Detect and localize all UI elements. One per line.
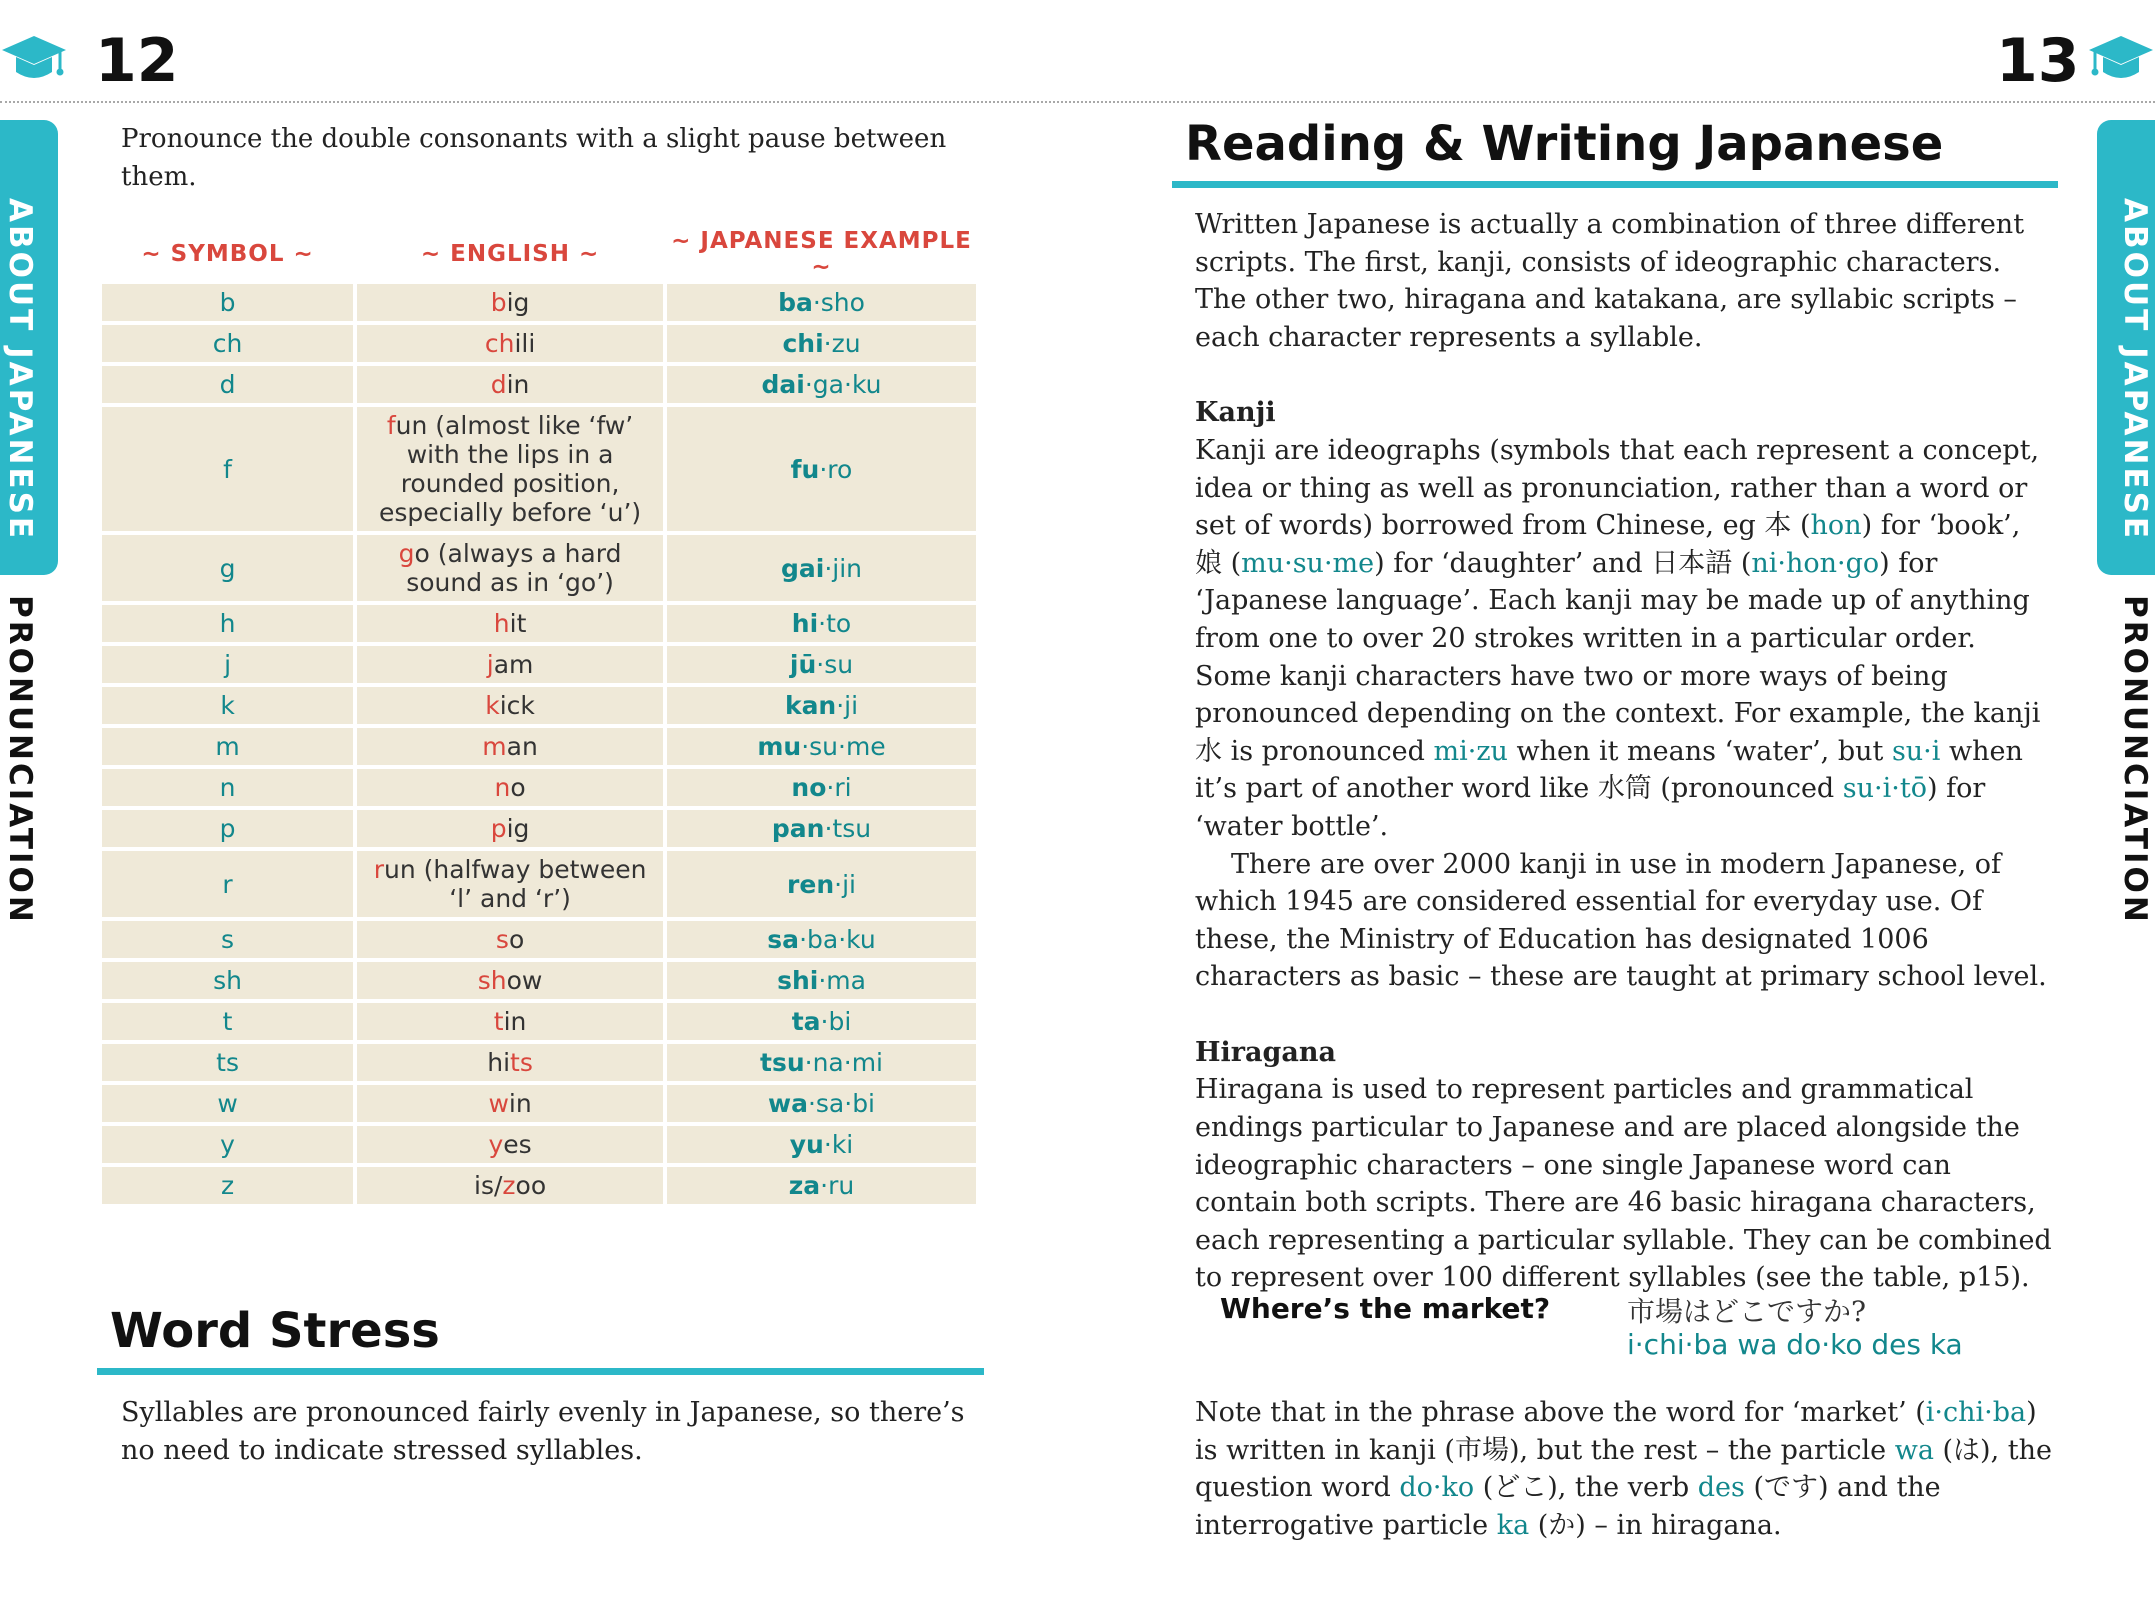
- japanese-example-cell: fu·ro: [667, 407, 976, 531]
- table-header-english: ~ ENGLISH ~: [420, 241, 600, 267]
- kanji-paragraph-1: Kanji are ideographs (symbols that each represent a concept, idea or thing as well as pronunciation, rather than a word or set of words) borrowed from Chinese, eg 本 (hon) for ‘book’, 娘 (mu·su·me) for ‘daughter’ and 日本語 (ni·hon·go) for ‘Japanese language’. Each kanji may be made up of anything from one to over 20 strokes written in a particular order. Some kanji characters have two or more ways of being pronounced depending on the context. For example, the kanji 水 is pronounced mi·zu when it means ‘water’, but su·i when it’s part of another word like 水筒 (pronounced su·i·tō) for ‘water bottle’.: [1195, 434, 2041, 842]
- japanese-example-cell: tsu·na·mi: [667, 1044, 976, 1081]
- word-stress-rule: [97, 1368, 984, 1375]
- table-row: [102, 1085, 976, 1122]
- table-row: [102, 325, 976, 362]
- english-cell: din: [357, 366, 663, 403]
- page-number-left: 12: [95, 26, 179, 96]
- symbol-cell: w: [102, 1085, 353, 1122]
- english-cell: is/zoo: [357, 1167, 663, 1204]
- side-section-label-left: PRONUNCIATION: [2, 595, 38, 925]
- table-row: [102, 535, 976, 601]
- japanese-example-cell: ba·sho: [667, 284, 976, 321]
- japanese-example-cell: mu·su·me: [667, 728, 976, 765]
- english-cell: chili: [357, 325, 663, 362]
- english-cell: pig: [357, 810, 663, 847]
- symbol-cell: t: [102, 1003, 353, 1040]
- romaji-hon: hon: [1810, 510, 1862, 542]
- english-cell: run (halfway between ‘l’ and ‘r’): [357, 851, 663, 917]
- reading-writing-intro: Written Japanese is actually a combination of three different scripts. The first, kanji, consists of ideographic characters. The other two, hiragana and katakana, are syllabic scripts – each character represents a syllable.: [1195, 209, 2025, 353]
- japanese-example-cell: hi·to: [667, 605, 976, 642]
- english-cell: show: [357, 962, 663, 999]
- table-row: [102, 728, 976, 765]
- word-stress-heading: Word Stress: [110, 1303, 440, 1359]
- graduation-cap-icon: [0, 32, 68, 88]
- symbol-cell: k: [102, 687, 353, 724]
- romaji-ichiba: i·chi·ba: [1925, 1397, 2027, 1428]
- english-cell: jam: [357, 646, 663, 683]
- romaji-ka: ka: [1496, 1509, 1530, 1541]
- japanese-example-cell: pan·tsu: [667, 810, 976, 847]
- table-row: [102, 1044, 976, 1081]
- symbol-cell: g: [102, 535, 353, 601]
- table-row: [102, 1003, 976, 1040]
- hiragana-heading: Hiragana: [1195, 1036, 1336, 1068]
- double-consonant-note: Pronounce the double consonants with a slight pause between them.: [121, 124, 947, 192]
- graduation-cap-icon: [2087, 32, 2155, 88]
- table-header-symbol: ~ SYMBOL ~: [141, 241, 314, 267]
- japanese-example-cell: sa·ba·ku: [667, 921, 976, 958]
- symbol-cell: s: [102, 921, 353, 958]
- table-row: [102, 366, 976, 403]
- table-row: [102, 284, 976, 321]
- phrase-japanese: 市場はどこですか?: [1627, 1295, 1867, 1328]
- english-cell: win: [357, 1085, 663, 1122]
- kanji-paragraph-2: There are over 2000 kanji in use in modern Japanese, of which 1945 are considered essential for everyday use. Of these, the Ministry of Education has designated 1006 characters as basic – these are taught at primary school level.: [1195, 848, 2047, 993]
- japanese-example-cell: za·ru: [667, 1167, 976, 1204]
- english-cell: go (always a hard sound as in ‘go’): [357, 535, 663, 601]
- table-row: [102, 646, 976, 683]
- side-tab-label-right: ABOUT JAPANESE: [2117, 198, 2153, 542]
- english-cell: tin: [357, 1003, 663, 1040]
- romaji-wa: wa: [1894, 1434, 1934, 1466]
- side-tab-label-left: ABOUT JAPANESE: [2, 198, 38, 542]
- english-cell: so: [357, 921, 663, 958]
- phrase-note: Note that in the phrase above the word for ‘market’ (i·chi·ba) is written in kanji (市場), but the rest – the particle wa (は), the question word do·ko (どこ), the verb des (です) and the interrogative particle ka (か) – in hiragana.: [1195, 1397, 2052, 1541]
- hiragana-paragraph: Hiragana is used to represent particles and grammatical endings particular to Japanese and are placed alongside the ideographic characters – one single Japanese word can contain both scripts. There are 46 basic hiragana characters, each representing a particular syllable. They can be combined to represent over 100 different syllables (see the table, p15).: [1195, 1074, 2052, 1294]
- japanese-example-cell: dai·ga·ku: [667, 366, 976, 403]
- symbol-cell: r: [102, 851, 353, 917]
- symbol-cell: y: [102, 1126, 353, 1163]
- phrase-english: Where’s the market?: [1220, 1292, 1551, 1325]
- english-cell: kick: [357, 687, 663, 724]
- table-row: [102, 605, 976, 642]
- page-number-right: 13: [1996, 26, 2080, 96]
- symbol-cell: m: [102, 728, 353, 765]
- english-cell: man: [357, 728, 663, 765]
- table-row: [102, 1126, 976, 1163]
- word-stress-heading-wrap: [110, 1303, 440, 1359]
- japanese-example-cell: wa·sa·bi: [667, 1085, 976, 1122]
- japanese-example-cell: no·ri: [667, 769, 976, 806]
- table-row: [102, 851, 976, 917]
- romaji-sui: su·i: [1891, 735, 1941, 767]
- symbol-cell: z: [102, 1167, 353, 1204]
- word-stress-text: Syllables are pronounced fairly evenly in Japanese, so there’s no need to indicate stressed syllables.: [121, 1397, 965, 1466]
- reading-writing-heading-wrap: [1185, 116, 1943, 172]
- reading-writing-section: [1195, 206, 2055, 1297]
- side-section-label-right: PRONUNCIATION: [2117, 595, 2153, 925]
- table-row: [102, 921, 976, 958]
- table-header-japanese-example: ~ JAPANESE EXAMPLE ~: [671, 228, 972, 280]
- symbol-cell: f: [102, 407, 353, 531]
- symbol-cell: h: [102, 605, 353, 642]
- romaji-musume: mu·su·me: [1241, 547, 1375, 579]
- romaji-des: des: [1697, 1472, 1745, 1504]
- reading-writing-heading: Reading & Writing Japanese: [1185, 116, 1944, 172]
- romaji-nihongo: ni·hon·go: [1751, 547, 1880, 579]
- table-row: [102, 687, 976, 724]
- table-row: [102, 407, 976, 531]
- pronunciation-table: [98, 224, 980, 1208]
- japanese-example-cell: ta·bi: [667, 1003, 976, 1040]
- english-cell: hit: [357, 605, 663, 642]
- english-cell: no: [357, 769, 663, 806]
- japanese-example-cell: ren·ji: [667, 851, 976, 917]
- english-cell: yes: [357, 1126, 663, 1163]
- symbol-cell: j: [102, 646, 353, 683]
- romaji-doko: do·ko: [1399, 1472, 1475, 1504]
- english-cell: big: [357, 284, 663, 321]
- japanese-example-cell: gai·jin: [667, 535, 976, 601]
- japanese-example-cell: jū·su: [667, 646, 976, 683]
- romaji-suito: su·i·tō: [1842, 773, 1927, 805]
- header-divider: [0, 101, 2155, 103]
- japanese-example-cell: chi·zu: [667, 325, 976, 362]
- symbol-cell: ts: [102, 1044, 353, 1081]
- symbol-cell: d: [102, 366, 353, 403]
- table-row: [102, 769, 976, 806]
- symbol-cell: n: [102, 769, 353, 806]
- reading-writing-rule: [1172, 181, 2058, 188]
- symbol-cell: sh: [102, 962, 353, 999]
- japanese-example-cell: yu·ki: [667, 1126, 976, 1163]
- romaji-mizu: mi·zu: [1433, 735, 1508, 767]
- symbol-cell: ch: [102, 325, 353, 362]
- phrase-romaji: i·chi·ba wa do·ko des ka: [1627, 1328, 1963, 1361]
- table-row: [102, 810, 976, 847]
- english-cell: hits: [357, 1044, 663, 1081]
- symbol-cell: b: [102, 284, 353, 321]
- kanji-heading: Kanji: [1195, 397, 1276, 429]
- english-cell: fun (almost like ‘fw’ with the lips in a rounded position, especially before ‘u’): [357, 407, 663, 531]
- table-row: [102, 1167, 976, 1204]
- table-row: [102, 962, 976, 999]
- symbol-cell: p: [102, 810, 353, 847]
- japanese-example-cell: shi·ma: [667, 962, 976, 999]
- japanese-example-cell: kan·ji: [667, 687, 976, 724]
